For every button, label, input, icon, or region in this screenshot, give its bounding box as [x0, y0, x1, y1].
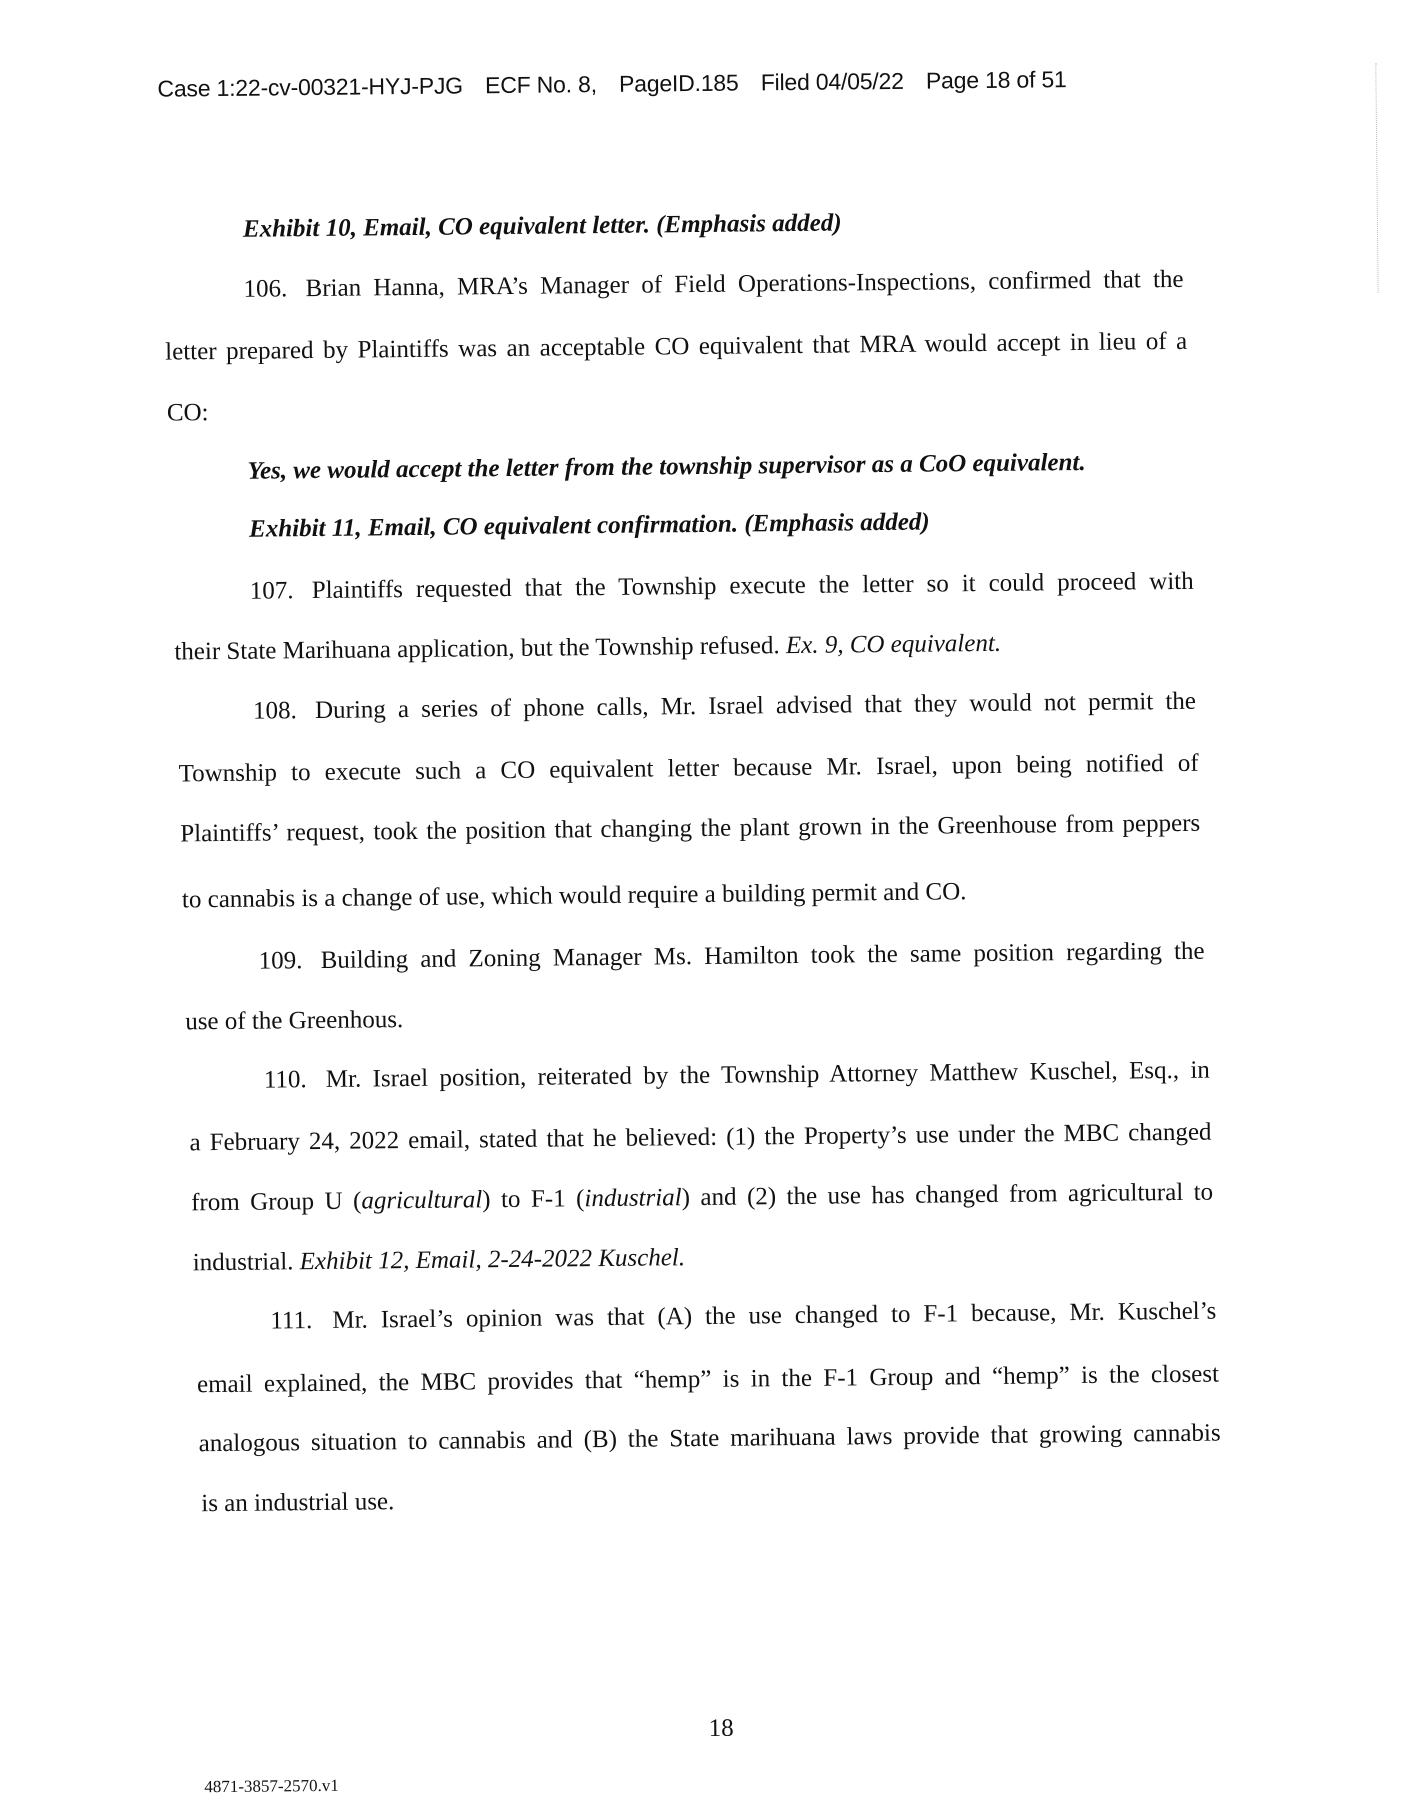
quoted-email: Yes, we would accept the letter from the township supervisor as a CoO equivalent.: [247, 448, 1086, 485]
paragraph-107-line-1: [250, 567, 1194, 607]
page-number: 18: [708, 1714, 734, 1742]
paragraph-106-line-3: CO:: [166, 399, 209, 427]
ecf-number: ECF No. 8,: [484, 71, 597, 99]
paragraph-110-line-3: [191, 1178, 1213, 1219]
paragraph-number: 106.: [243, 275, 288, 303]
paragraph-108-line-3: Plaintiffs’ request, took the position that changing the plant grown in the Greenhouse from peppers: [180, 809, 1201, 848]
paragraph-number: 107.: [249, 577, 294, 605]
paragraph-111-line-2: email explained, the MBC provides that “hemp” is in the F-1 Group and “hemp” is the closest: [196, 1360, 1220, 1399]
paragraph-text: Plaintiffs requested that the Township execute the letter so it could proceed with: [311, 567, 1194, 605]
paragraph-108-line-2: Township to execute such a CO equivalent letter because Mr. Israel, upon being notified of: [178, 749, 1199, 788]
paragraph-108-line-1: [253, 687, 1196, 727]
paragraph-text: Building and Zoning Manager Ms. Hamilton took the same position regarding the: [320, 937, 1205, 974]
case-number: Case 1:22-cv-00321-HYJ-PJG: [157, 72, 464, 102]
exhibit-10-citation: Exhibit 10, Email, CO equivalent letter. (Emphasis added): [242, 209, 842, 243]
paragraph-111-line-4: is an industrial use.: [201, 1488, 395, 1518]
paragraph-110-line-1: [264, 1056, 1210, 1096]
paragraph-108-line-4: to cannabis is a change of use, which would require a building permit and CO.: [181, 878, 967, 914]
paragraph-109-line-1: [258, 937, 1204, 977]
page-id: PageID.185: [618, 69, 739, 97]
paragraph-number: 110.: [263, 1066, 307, 1094]
italic-term: industrial: [584, 1184, 682, 1213]
paragraph-106-line-1: [243, 265, 1183, 305]
paragraph-111-line-3: analogous situation to cannabis and (B) the State marihuana laws provide that growing cannabis: [198, 1419, 1221, 1458]
filed-date: Filed 04/05/22: [760, 67, 904, 96]
ecf-header: [157, 65, 1187, 103]
paragraph-number: 109.: [258, 947, 303, 975]
paragraph-text: Brian Hanna, MRA’s Manager of Field Operations-Inspections, confirmed that the: [305, 265, 1184, 303]
paragraph-text: During a series of phone calls, Mr. Israel advised that they would not permit the: [314, 687, 1197, 725]
page-of-total: Page 18 of 51: [925, 66, 1067, 94]
italic-term: agricultural: [361, 1186, 483, 1215]
document-id: 4871-3857-2570.v1: [204, 1775, 339, 1797]
paragraph-106-line-2: letter prepared by Plaintiffs was an acceptable CO equivalent that MRA would accept in lieu of a: [165, 327, 1188, 366]
paragraph-number: 108.: [252, 697, 297, 725]
paragraph-text: Mr. Israel position, reiterated by the Township Attorney Matthew Kuschel, Esq., in: [325, 1056, 1210, 1093]
paragraph-111-line-1: [270, 1297, 1216, 1337]
paragraph-text: ) to F-1 (: [482, 1185, 585, 1214]
paragraph-110-line-4: [193, 1243, 686, 1278]
paragraph-110-line-2: a February 24, 2022 email, stated that he believed: (1) the Property’s use under the MBC changed: [189, 1118, 1212, 1157]
exhibit-9-citation: Ex. 9, CO equivalent.: [785, 629, 1002, 660]
paragraph-text: ) and (2) the use has changed from agricultural to: [681, 1178, 1214, 1212]
paragraph-text: Mr. Israel’s opinion was that (A) the use changed to F-1 because, Mr. Kuschel’s: [332, 1297, 1217, 1334]
exhibit-11-citation: Exhibit 11, Email, CO equivalent confirmation. (Emphasis added): [248, 508, 930, 543]
paragraph-text: industrial.: [192, 1248, 294, 1277]
paragraph-number: 111.: [270, 1307, 313, 1335]
paragraph-text: their State Marihuana application, but the Township refused.: [174, 632, 780, 666]
exhibit-12-citation: Exhibit 12, Email, 2-24-2022 Kuschel.: [299, 1244, 686, 1276]
paragraph-107-line-2: [174, 629, 1001, 668]
paragraph-109-line-2: use of the Greenhous.: [185, 1006, 404, 1036]
scan-artifact: [1375, 63, 1379, 293]
paragraph-text: from Group U (: [191, 1187, 362, 1217]
